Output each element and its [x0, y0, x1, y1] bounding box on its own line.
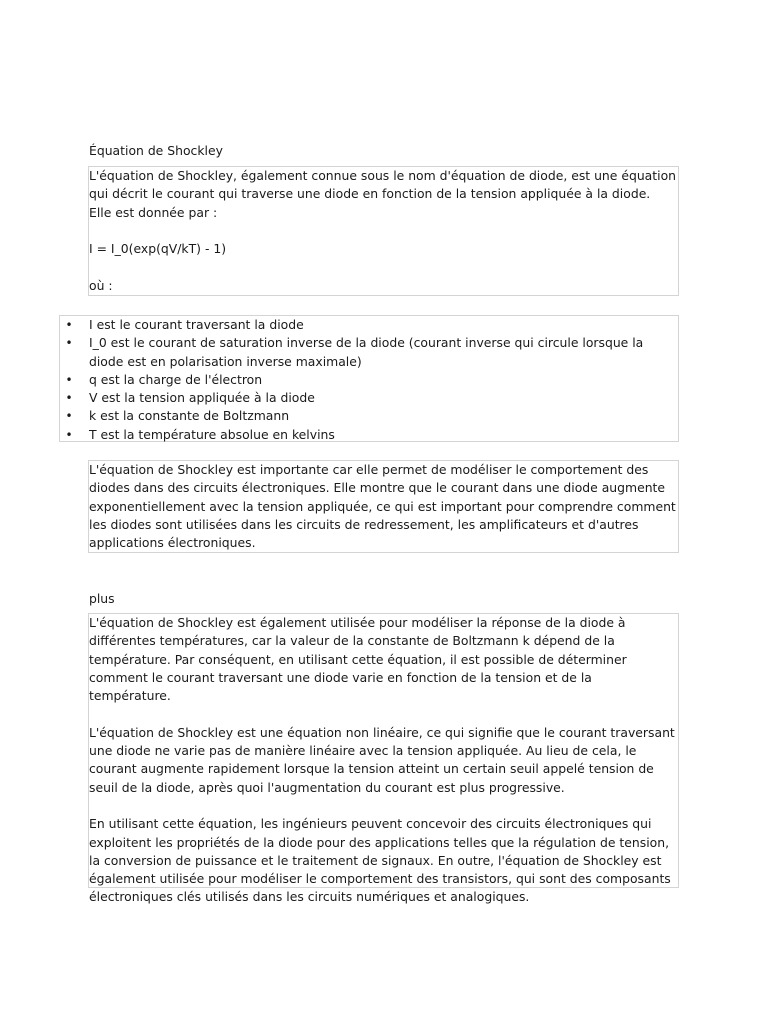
definition-text: I est le courant traversant la diode — [89, 317, 304, 332]
definitions-box — [59, 315, 679, 442]
spacer — [89, 222, 678, 240]
section-title-shockley: Équation de Shockley — [89, 143, 223, 158]
plus-paragraph-1: L'équation de Shockley est également utilisée pour modéliser la réponse de la diode à différentes températures, car la valeur de la constante de Boltzmann k dépend de la température. Par conséquent, en utilisant cette équation, il est possible de déterminer comment le courant traversant une diode varie en fonction de la tension et de la température. — [89, 615, 631, 704]
list-item — [60, 334, 678, 371]
list-item — [60, 389, 678, 407]
spacer — [89, 258, 678, 276]
definition-text: T est la température absolue en kelvins — [89, 426, 335, 442]
bullet-icon: • — [65, 336, 73, 351]
list-item — [60, 407, 678, 425]
intro-box — [88, 166, 679, 296]
spacer — [89, 705, 678, 723]
bullet-icon: • — [65, 318, 73, 332]
list-item — [60, 371, 678, 389]
plus-paragraph-3: En utilisant cette équation, les ingénieurs peuvent concevoir des circuits électroniques qui exploitent les propriétés de la diode pour des applications telles que la régulation de tension, la conversion de puissance et le traitement de signaux. En outre, l'équation de Shockley est également utilisée pour modéliser le comportement des transistors, qui sont des composants électroniques clés utilisés dans les circuits numériques et analogiques. — [89, 816, 675, 905]
definition-text: I_0 est le courant de saturation inverse de la diode (courant inverse qui circule lorsque la diode est en polarisation inverse maximale) — [89, 335, 644, 369]
importance-box — [88, 460, 679, 553]
formula-line: I = I_0(exp(qV/kT) - 1) — [89, 241, 227, 257]
definition-text: V est la tension appliquée à la diode — [89, 390, 315, 406]
list-item — [60, 426, 678, 444]
plus-box — [88, 613, 679, 905]
spacer — [89, 797, 678, 815]
where-label: où : — [89, 277, 113, 293]
bullet-icon: • — [65, 391, 73, 406]
section-title-plus: plus — [89, 591, 115, 606]
bullet-icon: • — [65, 427, 73, 442]
intro-paragraph: L'équation de Shockley, également connue sous le nom d'équation de diode, est une équation qui décrit le courant qui traverse une diode en fonction de la tension appliquée à la diode. Elle est donnée par : — [89, 168, 680, 220]
importance-paragraph: L'équation de Shockley est importante car elle permet de modéliser le comportement des diodes dans des circuits électroniques. Elle montre que le courant dans une diode augmente exponentiellement avec la tension appliquée, ce qui est important pour comprendre comment les diodes sont utilisées dans les circuits de redressement, les amplificateurs et d'autres applications électroniques. — [89, 462, 680, 551]
bullet-icon: • — [65, 372, 73, 387]
bullet-icon: • — [65, 409, 73, 424]
plus-paragraph-2: L'équation de Shockley est une équation non linéaire, ce qui signifie que le courant traversant une diode ne varie pas de manière linéaire avec la tension appliquée. Au lieu de cela, le courant augmente rapidement lorsque la tension atteint un certain seuil appelé tension de seuil de la diode, après quoi l'augmentation du courant est plus progressive. — [89, 724, 679, 795]
definition-text: k est la constante de Boltzmann — [89, 408, 290, 424]
definition-text: q est la charge de l'électron — [89, 371, 263, 387]
definitions-list — [60, 316, 678, 444]
list-item — [60, 316, 678, 334]
